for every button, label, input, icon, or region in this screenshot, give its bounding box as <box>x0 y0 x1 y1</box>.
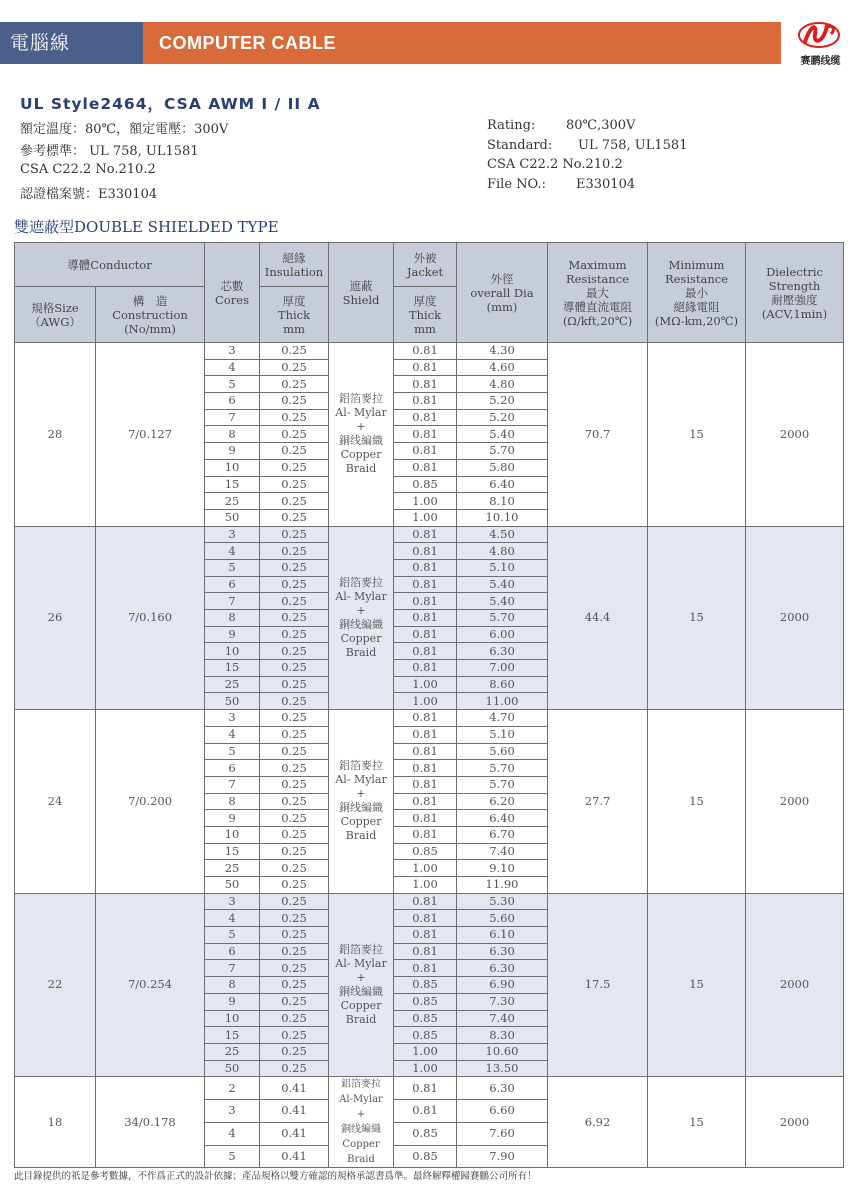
header-min-resistance: Minimum Resistance 最小 絕緣電阻 (MΩ-km,20℃) <box>648 243 746 343</box>
jacket-thick-cell: 0.81 <box>394 526 457 543</box>
overall-dia-cell: 5.40 <box>457 593 548 610</box>
jacket-thick-cell: 0.81 <box>394 343 457 360</box>
shield-text: 鋁箔麥拉 Al- Mylar + 銅线編織 Copper Braid <box>335 942 387 1026</box>
cores-cell: 25 <box>205 860 260 877</box>
jacket-thick-cell: 0.81 <box>394 810 457 827</box>
cores-cell: 8 <box>205 426 260 443</box>
overall-dia-cell: 9.10 <box>457 860 548 877</box>
overall-dia-cell: 7.30 <box>457 993 548 1010</box>
insulation-thick-cell: 0.25 <box>260 343 329 360</box>
table-row <box>15 343 844 360</box>
header-dielectric: Dielectric Strength 耐壓強度 (ACV,1min) <box>746 243 844 343</box>
overall-dia-cell: 5.60 <box>457 910 548 927</box>
overall-dia-cell: 13.50 <box>457 1060 548 1077</box>
insulation-thick-cell: 0.25 <box>260 426 329 443</box>
jacket-thick-cell: 1.00 <box>394 860 457 877</box>
shield-cell <box>329 1077 394 1168</box>
cores-cell: 4 <box>205 910 260 927</box>
cores-cell: 5 <box>205 1145 260 1168</box>
insulation-thick-cell: 0.25 <box>260 1060 329 1077</box>
min-resistance-cell: 15 <box>648 1077 746 1168</box>
overall-dia-cell: 6.40 <box>457 476 548 493</box>
insulation-thick-cell: 0.25 <box>260 860 329 877</box>
jacket-thick-cell: 0.85 <box>394 1145 457 1168</box>
insulation-thick-cell: 0.25 <box>260 1010 329 1027</box>
cores-cell: 3 <box>205 893 260 910</box>
cores-cell: 4 <box>205 726 260 743</box>
cores-cell: 3 <box>205 343 260 360</box>
jacket-thick-cell: 0.81 <box>394 409 457 426</box>
cores-cell: 6 <box>205 760 260 777</box>
overall-dia-cell: 5.70 <box>457 776 548 793</box>
shield-text: 鋁箔麥拉 Al-Mylar + 銅线編織 Copper Braid <box>339 1079 383 1166</box>
cores-cell: 15 <box>205 843 260 860</box>
construction-cell: 34/0.178 <box>96 1077 205 1168</box>
cores-cell: 25 <box>205 493 260 510</box>
cores-cell: 6 <box>205 393 260 410</box>
max-resistance-cell: 6.92 <box>548 1077 648 1168</box>
jacket-thick-cell: 1.00 <box>394 676 457 693</box>
cores-cell: 10 <box>205 459 260 476</box>
cores-cell: 7 <box>205 960 260 977</box>
section-title: 雙遮蔽型DOUBLE SHIELDED TYPE <box>14 218 279 236</box>
insulation-thick-cell: 0.41 <box>260 1100 329 1123</box>
header-max-resistance: Maximum Resistance 最大 導體直流電阻 (Ω/kft,20℃) <box>548 243 648 343</box>
jacket-thick-cell: 0.85 <box>394 843 457 860</box>
jacket-thick-cell: 0.81 <box>394 443 457 460</box>
jacket-thick-cell: 0.81 <box>394 760 457 777</box>
insulation-thick-cell: 0.41 <box>260 1122 329 1145</box>
cores-cell: 8 <box>205 977 260 994</box>
overall-dia-cell: 5.70 <box>457 610 548 627</box>
dielectric-cell: 2000 <box>746 1077 844 1168</box>
table-body <box>15 343 844 1168</box>
insulation-thick-cell: 0.25 <box>260 943 329 960</box>
insulation-thick-cell: 0.25 <box>260 459 329 476</box>
overall-dia-cell: 5.80 <box>457 459 548 476</box>
cores-cell: 7 <box>205 409 260 426</box>
cores-cell: 2 <box>205 1077 260 1100</box>
overall-dia-cell: 11.90 <box>457 877 548 894</box>
overall-dia-cell: 7.90 <box>457 1145 548 1168</box>
jacket-thick-cell: 0.81 <box>394 1077 457 1100</box>
spec-cn-csa: CSA C22.2 No.210.2 <box>20 162 156 177</box>
header-cores: 芯數 Cores <box>205 243 260 343</box>
jacket-thick-cell: 0.81 <box>394 643 457 660</box>
overall-dia-cell: 7.60 <box>457 1122 548 1145</box>
spec-en-file-label: File NO.: <box>487 177 546 192</box>
cores-cell: 9 <box>205 443 260 460</box>
jacket-thick-cell: 0.81 <box>394 960 457 977</box>
jacket-thick-cell: 0.81 <box>394 927 457 944</box>
cores-cell: 50 <box>205 693 260 710</box>
insulation-thick-cell: 0.25 <box>260 927 329 944</box>
cores-cell: 8 <box>205 793 260 810</box>
overall-dia-cell: 6.00 <box>457 626 548 643</box>
min-resistance-cell: 15 <box>648 526 746 710</box>
insulation-thick-cell: 0.25 <box>260 693 329 710</box>
overall-dia-cell: 8.10 <box>457 493 548 510</box>
header-construction: 構 造 Construction (No/mm) <box>96 287 205 343</box>
jacket-thick-cell: 1.00 <box>394 693 457 710</box>
insulation-thick-cell: 0.41 <box>260 1077 329 1100</box>
overall-dia-cell: 10.60 <box>457 1043 548 1060</box>
table-row <box>15 1077 844 1100</box>
insulation-thick-cell: 0.41 <box>260 1145 329 1168</box>
overall-dia-cell: 6.30 <box>457 643 548 660</box>
jacket-thick-cell: 0.81 <box>394 776 457 793</box>
insulation-thick-cell: 0.25 <box>260 376 329 393</box>
logo-mark-icon <box>797 20 841 50</box>
spec-en-standard-value: UL 758, UL1581 <box>578 138 688 153</box>
logo-text: 赛鹏线缆 <box>800 56 841 67</box>
header-shield: 遮蔽 Shield <box>329 243 394 343</box>
insulation-thick-cell: 0.25 <box>260 509 329 526</box>
jacket-thick-cell: 0.81 <box>394 893 457 910</box>
jacket-thick-cell: 1.00 <box>394 1043 457 1060</box>
dielectric-cell: 2000 <box>746 893 844 1077</box>
overall-dia-cell: 4.60 <box>457 359 548 376</box>
jacket-thick-cell: 0.85 <box>394 476 457 493</box>
insulation-thick-cell: 0.25 <box>260 576 329 593</box>
shield-text: 鋁箔麥拉 Al- Mylar + 銅线編織 Copper Braid <box>335 759 387 843</box>
cores-cell: 15 <box>205 476 260 493</box>
construction-cell: 7/0.160 <box>96 526 205 710</box>
jacket-thick-cell: 0.81 <box>394 1100 457 1123</box>
construction-cell: 7/0.200 <box>96 710 205 894</box>
jacket-thick-cell: 0.81 <box>394 826 457 843</box>
insulation-thick-cell: 0.25 <box>260 743 329 760</box>
insulation-thick-cell: 0.25 <box>260 843 329 860</box>
insulation-thick-cell: 0.25 <box>260 660 329 677</box>
overall-dia-cell: 5.40 <box>457 576 548 593</box>
jacket-thick-cell: 0.81 <box>394 793 457 810</box>
header-english-title: COMPUTER CABLE <box>143 22 781 64</box>
jacket-thick-cell: 1.00 <box>394 1060 457 1077</box>
awg-size-cell: 26 <box>15 526 96 710</box>
insulation-thick-cell: 0.25 <box>260 643 329 660</box>
overall-dia-cell: 4.70 <box>457 710 548 727</box>
overall-dia-cell: 7.40 <box>457 843 548 860</box>
overall-dia-cell: 5.20 <box>457 409 548 426</box>
insulation-thick-cell: 0.25 <box>260 526 329 543</box>
insulation-thick-cell: 0.25 <box>260 893 329 910</box>
overall-dia-cell: 6.30 <box>457 1077 548 1100</box>
insulation-thick-cell: 0.25 <box>260 793 329 810</box>
max-resistance-cell: 17.5 <box>548 893 648 1077</box>
overall-dia-cell: 7.40 <box>457 1010 548 1027</box>
footer-disclaimer: 此目錄提供的祇是參考數據，不作爲正式的設計依據；產品規格以雙方確認的規格承認書爲準。最終解釋權歸賽鵬公司所有！ <box>14 1171 537 1182</box>
cores-cell: 7 <box>205 776 260 793</box>
jacket-thick-cell: 0.81 <box>394 559 457 576</box>
overall-dia-cell: 6.70 <box>457 826 548 843</box>
cores-cell: 25 <box>205 676 260 693</box>
insulation-thick-cell: 0.25 <box>260 977 329 994</box>
overall-dia-cell: 4.80 <box>457 376 548 393</box>
insulation-thick-cell: 0.25 <box>260 476 329 493</box>
jacket-thick-cell: 0.81 <box>394 426 457 443</box>
overall-dia-cell: 4.30 <box>457 343 548 360</box>
cores-cell: 15 <box>205 1027 260 1044</box>
cores-cell: 8 <box>205 610 260 627</box>
max-resistance-cell: 44.4 <box>548 526 648 710</box>
jacket-thick-cell: 0.81 <box>394 593 457 610</box>
insulation-thick-cell: 0.25 <box>260 760 329 777</box>
jacket-thick-cell: 0.85 <box>394 1010 457 1027</box>
jacket-thick-cell: 0.81 <box>394 660 457 677</box>
jacket-thick-cell: 0.81 <box>394 910 457 927</box>
min-resistance-cell: 15 <box>648 710 746 894</box>
table-row <box>15 710 844 727</box>
dielectric-cell: 2000 <box>746 526 844 710</box>
construction-cell: 7/0.127 <box>96 343 205 527</box>
jacket-thick-cell: 0.81 <box>394 626 457 643</box>
awg-size-cell: 24 <box>15 710 96 894</box>
cores-cell: 15 <box>205 660 260 677</box>
jacket-thick-cell: 0.81 <box>394 710 457 727</box>
spec-cn-rating: 額定溫度：80℃，額定電壓：300V <box>20 122 229 137</box>
cores-cell: 50 <box>205 1060 260 1077</box>
cores-cell: 50 <box>205 509 260 526</box>
jacket-thick-cell: 1.00 <box>394 509 457 526</box>
cores-cell: 4 <box>205 359 260 376</box>
spec-cn-file: 認證檔案號：E330104 <box>20 187 158 202</box>
cores-cell: 10 <box>205 1010 260 1027</box>
jacket-thick-cell: 1.00 <box>394 493 457 510</box>
overall-dia-cell: 6.30 <box>457 943 548 960</box>
overall-dia-cell: 8.60 <box>457 676 548 693</box>
spec-en-standard-label: Standard: <box>487 138 553 153</box>
overall-dia-cell: 4.80 <box>457 543 548 560</box>
shield-text: 鋁箔麥拉 Al- Mylar + 銅线編織 Copper Braid <box>335 392 387 476</box>
cores-cell: 5 <box>205 559 260 576</box>
cores-cell: 25 <box>205 1043 260 1060</box>
awg-size-cell: 22 <box>15 893 96 1077</box>
cores-cell: 50 <box>205 877 260 894</box>
jacket-thick-cell: 0.81 <box>394 459 457 476</box>
jacket-thick-cell: 0.81 <box>394 943 457 960</box>
cores-cell: 9 <box>205 993 260 1010</box>
header-chinese-title: 電腦線 <box>0 22 143 64</box>
overall-dia-cell: 8.30 <box>457 1027 548 1044</box>
dielectric-cell: 2000 <box>746 343 844 527</box>
jacket-thick-cell: 0.85 <box>394 1027 457 1044</box>
overall-dia-cell: 6.60 <box>457 1100 548 1123</box>
insulation-thick-cell: 0.25 <box>260 1043 329 1060</box>
shield-cell <box>329 526 394 710</box>
insulation-thick-cell: 0.25 <box>260 559 329 576</box>
shield-cell <box>329 893 394 1077</box>
jacket-thick-cell: 0.81 <box>394 610 457 627</box>
insulation-thick-cell: 0.25 <box>260 826 329 843</box>
insulation-thick-cell: 0.25 <box>260 676 329 693</box>
header-insulation: 絕緣 Insulation <box>260 243 329 287</box>
cores-cell: 6 <box>205 576 260 593</box>
max-resistance-cell: 27.7 <box>548 710 648 894</box>
overall-dia-cell: 6.10 <box>457 927 548 944</box>
insulation-thick-cell: 0.25 <box>260 409 329 426</box>
overall-dia-cell: 10.10 <box>457 509 548 526</box>
jacket-thick-cell: 0.81 <box>394 376 457 393</box>
shield-cell <box>329 710 394 894</box>
jacket-thick-cell: 0.81 <box>394 726 457 743</box>
min-resistance-cell: 15 <box>648 343 746 527</box>
header-overall-dia: 外徑 overall Dia (mm) <box>457 243 548 343</box>
shield-cell <box>329 343 394 527</box>
company-logo <box>781 18 860 68</box>
construction-cell: 7/0.254 <box>96 893 205 1077</box>
insulation-thick-cell: 0.25 <box>260 726 329 743</box>
awg-size-cell: 28 <box>15 343 96 527</box>
insulation-thick-cell: 0.25 <box>260 810 329 827</box>
overall-dia-cell: 6.40 <box>457 810 548 827</box>
insulation-thick-cell: 0.25 <box>260 493 329 510</box>
jacket-thick-cell: 0.81 <box>394 743 457 760</box>
table-row <box>15 893 844 910</box>
spec-en-rating-value: 80℃,300V <box>566 118 636 133</box>
overall-dia-cell: 5.10 <box>457 726 548 743</box>
cores-cell: 5 <box>205 927 260 944</box>
spec-en-rating-label: Rating: <box>487 118 536 133</box>
insulation-thick-cell: 0.25 <box>260 359 329 376</box>
header-conductor: 導體Conductor <box>15 243 205 287</box>
min-resistance-cell: 15 <box>648 893 746 1077</box>
cores-cell: 6 <box>205 943 260 960</box>
overall-dia-cell: 6.20 <box>457 793 548 810</box>
cores-cell: 3 <box>205 710 260 727</box>
cores-cell: 9 <box>205 810 260 827</box>
cores-cell: 10 <box>205 643 260 660</box>
overall-dia-cell: 5.10 <box>457 559 548 576</box>
insulation-thick-cell: 0.25 <box>260 960 329 977</box>
header-jacket-thick: 厚度 Thick mm <box>394 287 457 343</box>
cores-cell: 9 <box>205 626 260 643</box>
jacket-thick-cell: 0.81 <box>394 359 457 376</box>
header-insulation-thick: 厚度 Thick mm <box>260 287 329 343</box>
product-title: UL Style2464，CSA AWM I / II A <box>20 95 321 113</box>
insulation-thick-cell: 0.25 <box>260 443 329 460</box>
overall-dia-cell: 5.70 <box>457 760 548 777</box>
overall-dia-cell: 5.60 <box>457 743 548 760</box>
insulation-thick-cell: 0.25 <box>260 393 329 410</box>
cores-cell: 4 <box>205 543 260 560</box>
cable-spec-table <box>14 242 844 1168</box>
jacket-thick-cell: 0.81 <box>394 576 457 593</box>
page-header <box>0 22 860 67</box>
spec-en-file-value: E330104 <box>576 177 636 192</box>
jacket-thick-cell: 0.85 <box>394 993 457 1010</box>
overall-dia-cell: 6.30 <box>457 960 548 977</box>
overall-dia-cell: 6.90 <box>457 977 548 994</box>
shield-text: 鋁箔麥拉 Al- Mylar + 銅线編織 Copper Braid <box>335 575 387 659</box>
jacket-thick-cell: 0.85 <box>394 977 457 994</box>
cores-cell: 4 <box>205 1122 260 1145</box>
insulation-thick-cell: 0.25 <box>260 776 329 793</box>
header-jacket: 外被 Jacket <box>394 243 457 287</box>
overall-dia-cell: 7.00 <box>457 660 548 677</box>
overall-dia-cell: 4.50 <box>457 526 548 543</box>
awg-size-cell: 18 <box>15 1077 96 1168</box>
overall-dia-cell: 11.00 <box>457 693 548 710</box>
cores-cell: 3 <box>205 1100 260 1123</box>
insulation-thick-cell: 0.25 <box>260 1027 329 1044</box>
header-size: 規格Size （AWG） <box>15 287 96 343</box>
overall-dia-cell: 5.20 <box>457 393 548 410</box>
insulation-thick-cell: 0.25 <box>260 543 329 560</box>
insulation-thick-cell: 0.25 <box>260 877 329 894</box>
insulation-thick-cell: 0.25 <box>260 626 329 643</box>
spec-en-csa: CSA C22.2 No.210.2 <box>487 157 623 172</box>
insulation-thick-cell: 0.25 <box>260 593 329 610</box>
overall-dia-cell: 5.40 <box>457 426 548 443</box>
insulation-thick-cell: 0.25 <box>260 993 329 1010</box>
cores-cell: 5 <box>205 743 260 760</box>
overall-dia-cell: 5.70 <box>457 443 548 460</box>
insulation-thick-cell: 0.25 <box>260 610 329 627</box>
jacket-thick-cell: 0.81 <box>394 393 457 410</box>
cores-cell: 7 <box>205 593 260 610</box>
overall-dia-cell: 5.30 <box>457 893 548 910</box>
jacket-thick-cell: 0.81 <box>394 543 457 560</box>
insulation-thick-cell: 0.25 <box>260 710 329 727</box>
max-resistance-cell: 70.7 <box>548 343 648 527</box>
table-row <box>15 526 844 543</box>
jacket-thick-cell: 1.00 <box>394 877 457 894</box>
insulation-thick-cell: 0.25 <box>260 910 329 927</box>
cores-cell: 10 <box>205 826 260 843</box>
dielectric-cell: 2000 <box>746 710 844 894</box>
jacket-thick-cell: 0.85 <box>394 1122 457 1145</box>
spec-cn-standard: 參考標準： UL 758, UL1581 <box>20 144 199 159</box>
cores-cell: 5 <box>205 376 260 393</box>
cores-cell: 3 <box>205 526 260 543</box>
